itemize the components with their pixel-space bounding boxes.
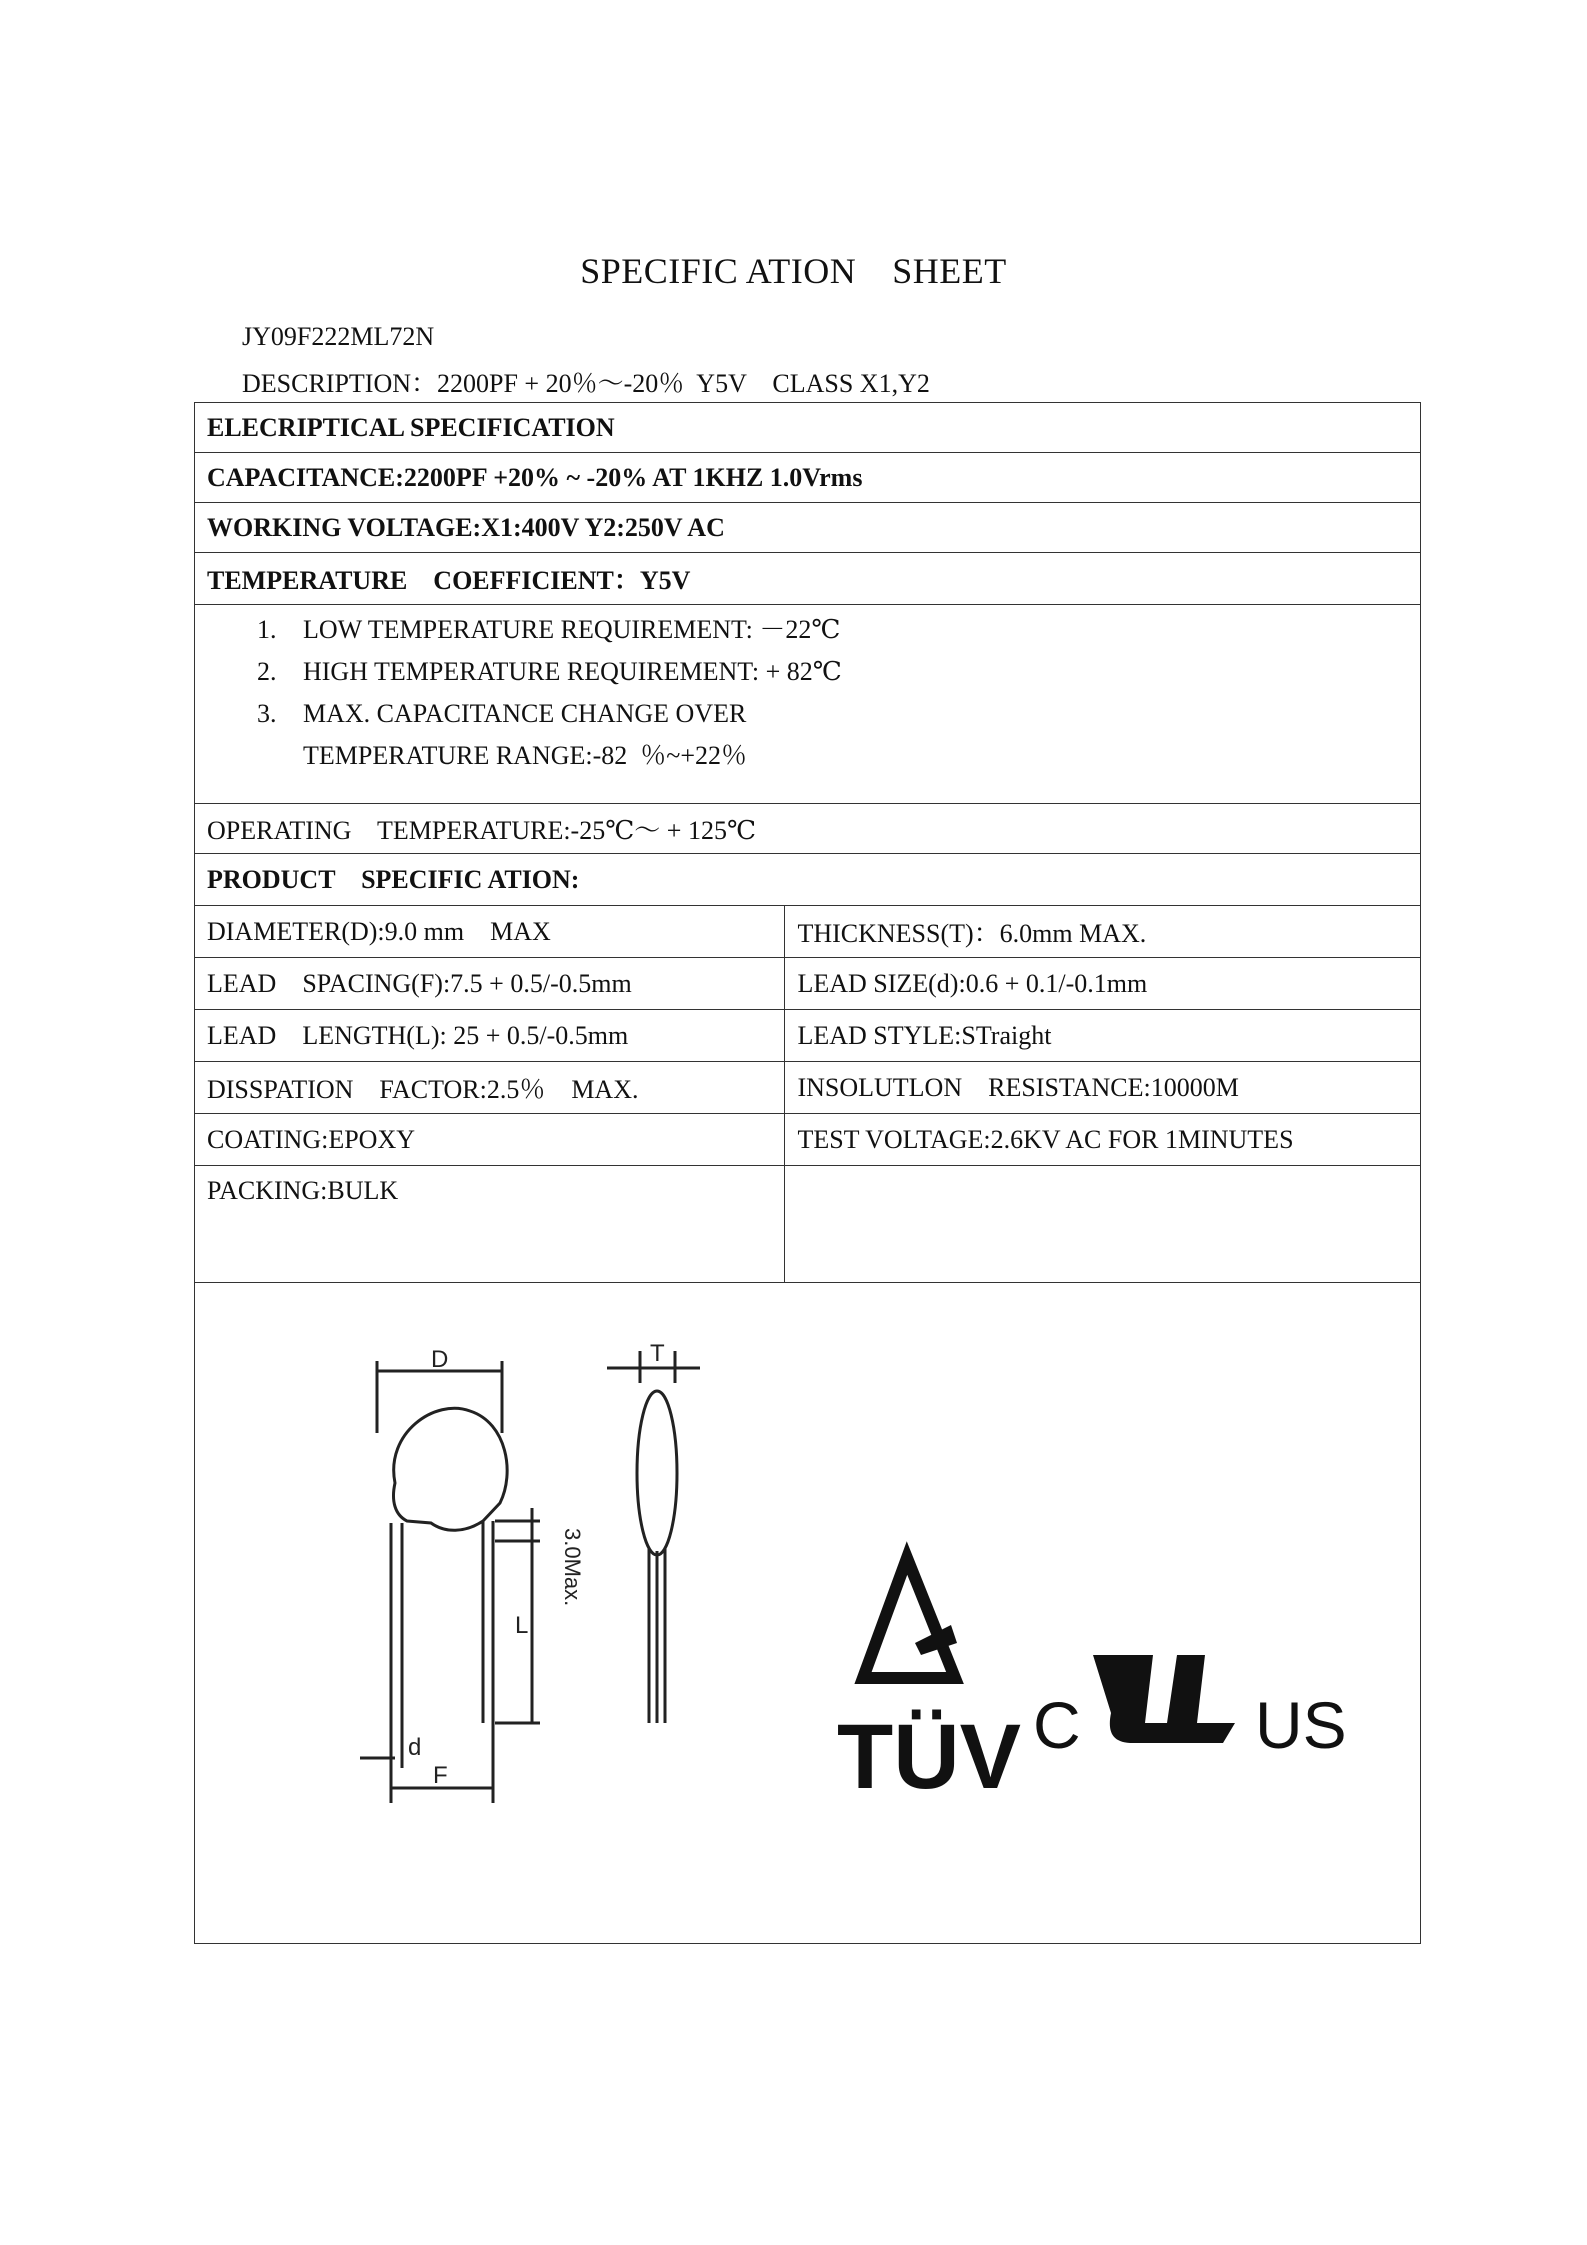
tuv-text: TÜV (837, 1706, 1021, 1808)
temp-coefficient-row (195, 553, 1421, 605)
specification-table (194, 402, 1421, 1944)
coating-cell: COATING:EPOXY (195, 1114, 785, 1166)
ul-logo (1033, 1655, 1347, 1762)
operating-temperature-row (195, 804, 1421, 854)
ul-us-text: US (1255, 1688, 1347, 1762)
side-body (637, 1391, 677, 1555)
tuv-logo (837, 1558, 1021, 1808)
requirements-list (207, 605, 1408, 799)
part-number: JY09F222ML72N (242, 322, 435, 351)
page-title (0, 250, 1587, 292)
product-heading-row (195, 854, 1421, 906)
title-part-a: SPECIFIC ATION (580, 251, 857, 291)
drawing-row (195, 1283, 1421, 1944)
lead-length-cell: LEAD LENGTH(L): 25 + 0.5/-0.5mm (195, 1010, 785, 1062)
label-spacing: F (433, 1762, 448, 1789)
label-diameter: D (431, 1346, 449, 1373)
table-row (195, 906, 1421, 958)
electrical-heading: ELECRIPTICAL SPECIFICATION (195, 403, 1421, 453)
label-lead-size: d (408, 1734, 422, 1761)
dissipation-factor-cell: DISSPATION FACTOR:2.5％ MAX. (195, 1062, 785, 1114)
label-max: 3.0Max. (560, 1528, 585, 1607)
thickness-cell: THICKNESS(T)：6.0mm MAX. (785, 906, 1421, 958)
table-row (195, 1062, 1421, 1114)
ul-mark-icon (1093, 1655, 1235, 1743)
lead-size-cell: LEAD SIZE(d):0.6 + 0.1/-0.1mm (785, 958, 1421, 1010)
lead-spacing-cell: LEAD SPACING(F):7.5 + 0.5/-0.5mm (195, 958, 785, 1010)
product-heading: PRODUCT SPECIFIC ATION: (195, 854, 1421, 906)
description: DESCRIPTION：2200PF + 20％～-20％ Y5V CLASS X1,Y2 (242, 369, 930, 398)
label-length: L (515, 1612, 529, 1639)
table-row (195, 1010, 1421, 1062)
requirements-cell (195, 605, 1421, 804)
list-item: 1. LOW TEMPERATURE REQUIREMENT: －22℃ (257, 615, 841, 644)
empty-cell (785, 1166, 1421, 1283)
capacitance-row (195, 453, 1421, 503)
table-row (195, 1166, 1421, 1283)
label-thickness: T (650, 1340, 665, 1367)
capacitance: CAPACITANCE:2200PF +20% ~ -20% AT 1KHZ 1.0Vrms (195, 453, 1421, 503)
working-voltage-row (195, 503, 1421, 553)
list-item: 3. MAX. CAPACITANCE CHANGE OVER TEMPERATURE RANGE:-82 ％~+22％ (303, 693, 1408, 777)
disc-body (394, 1408, 508, 1530)
test-voltage-cell: TEST VOLTAGE:2.6KV AC FOR 1MINUTES (785, 1114, 1421, 1166)
lead-style-cell: LEAD STYLE:STraight (785, 1010, 1421, 1062)
table-row (195, 1114, 1421, 1166)
tuv-triangle-icon (863, 1558, 955, 1678)
packing-cell: PACKING:BULK (195, 1166, 785, 1283)
list-item: 2. HIGH TEMPERATURE REQUIREMENT: + 82℃ (257, 657, 842, 686)
drawing-cell (195, 1283, 1421, 1944)
title-part-b: SHEET (892, 251, 1007, 291)
electrical-heading-row (195, 403, 1421, 453)
capacitor-drawing (195, 1283, 1420, 1943)
table-row (195, 958, 1421, 1010)
working-voltage: WORKING VOLTAGE:X1:400V Y2:250V AC (195, 503, 1421, 553)
requirements-row (195, 605, 1421, 804)
operating-temperature: OPERATING TEMPERATURE:-25℃～ + 125℃ (195, 804, 1421, 854)
ul-c-text: C (1033, 1688, 1081, 1762)
temperature-coefficient: TEMPERATURE COEFFICIENT：Y5V (195, 553, 1421, 605)
insulation-resistance-cell: INSOLUTLON RESISTANCE:10000M (785, 1062, 1421, 1114)
diameter-cell: DIAMETER(D):9.0 mm MAX (195, 906, 785, 958)
requirement-continuation: TEMPERATURE RANGE:-82 ％~+22％ (303, 741, 748, 770)
